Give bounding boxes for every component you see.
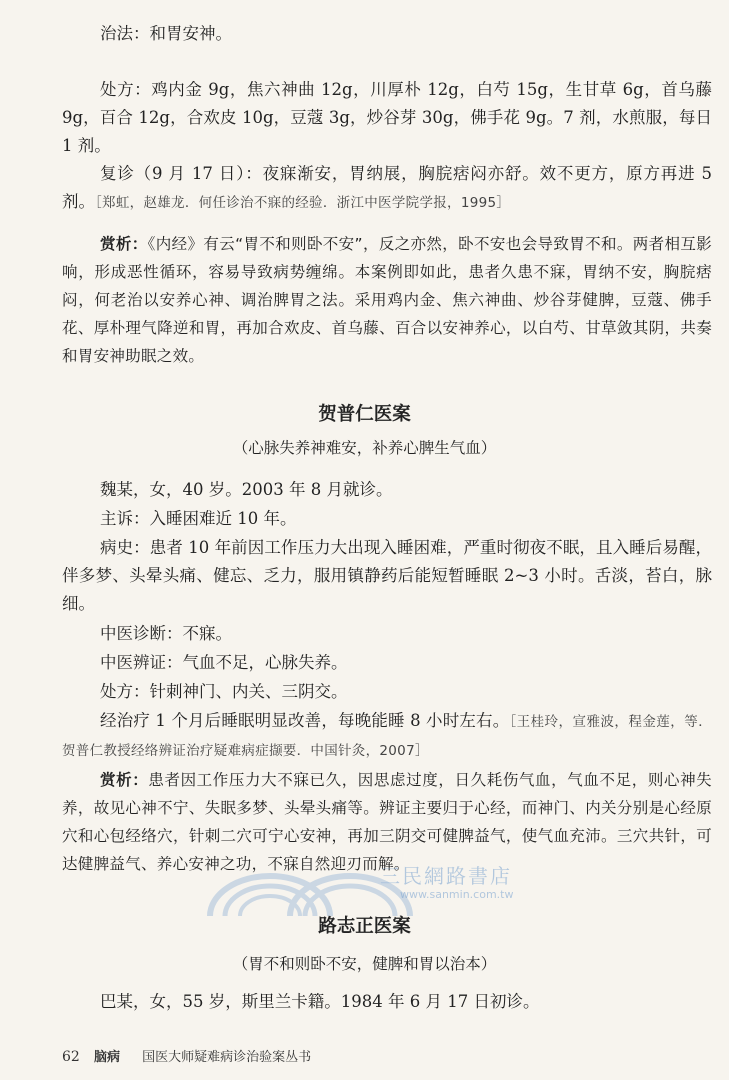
case-title-lu-zhizheng: 路志正医案 <box>318 916 411 937</box>
outcome-text: 经治疗 1 个月后睡眠明显改善，每晚能睡 8 小时左右。 <box>100 711 510 730</box>
page-footer <box>62 1046 311 1065</box>
prescription-paragraph: 处方：鸡内金 9g，焦六神曲 12g，川厚朴 12g，白芍 15g，生甘草 6g，首乌藤 9g，百合 12g，合欢皮 10g，豆蔻 3g，炒谷芽 30g，佛手花 9g。7 剂，水煎服，每日 1 剂。 <box>62 80 712 155</box>
tcm-differentiation: 中医辨证：气血不足，心脉失养。 <box>100 653 348 672</box>
watermark-url: www.sanmin.com.tw <box>400 888 514 901</box>
treatment-outcome <box>62 707 712 765</box>
medical-history: 病史：患者 10 年前因工作压力大出现入睡困难，严重时彻夜不眠，且入睡后易醒，伴多梦、头晕头痛、健忘、乏力，服用镇静药后能短暂睡眠 2~3 小时。舌淡，苔白，脉细。 <box>62 538 712 613</box>
commentary-text-2: 患者因工作压力大不寐已久，因思虑过度，日久耗伤气血，气血不足，则心神失养，故见心神不宁、失眠多梦、头晕头痛等。辨证主要归于心经，而神门、内关分别是心经原穴和心包经络穴，针刺二穴可宁心安神，再加三阴交可健脾益气，使气血充沛。三穴共针，可达健脾益气、养心安神之功，不寐自然迎刃而解。 <box>62 771 712 873</box>
page-number: 62 <box>62 1049 80 1065</box>
case-subtitle-he-puren: （心脉失养神难安，补养心脾生气血） <box>232 439 497 457</box>
tcm-diagnosis: 中医诊断：不寐。 <box>100 624 232 643</box>
followup-reference: ［郑虹，赵雄龙．何任诊治不寐的经验．浙江中医学院学报，1995］ <box>95 195 511 211</box>
patient-info: 魏某，女，40 岁。2003 年 8 月就诊。 <box>100 480 393 499</box>
watermark-text: 三民網路書店 <box>380 864 512 888</box>
acupuncture-prescription: 处方：针刺神门、内关、三阴交。 <box>100 682 348 701</box>
commentary-label-2: 赏析： <box>100 771 149 789</box>
patient-info-3: 巴某，女，55 岁，斯里兰卡籍。1984 年 6 月 17 日初诊。 <box>100 992 540 1011</box>
case-subtitle-lu-zhizheng: （胃不和则卧不安，健脾和胃以治本） <box>232 955 497 973</box>
commentary-label: 赏析： <box>100 235 148 253</box>
commentary-paragraph <box>62 230 712 370</box>
followup-paragraph <box>62 160 712 217</box>
followup-text: 复诊（9 月 17 日）：夜寐渐安，胃纳展，胸脘痞闷亦舒。效不更方，原方再进 5 剂。 <box>62 164 712 211</box>
commentary-text: 《内经》有云“胃不和则卧不安”，反之亦然，卧不安也会导致胃不和。两者相互影响，形成恶性循环，容易导致病势缠绵。本案例即如此，患者久患不寐，胃纳不安，胸脘痞闷，何老治以安养心神、调治脾胃之法。采用鸡内金、焦六神曲、炒谷芽健脾，豆蔻、佛手花、厚朴理气降逆和胃，再加合欢皮、首乌藤、百合以安神养心，以白芍、甘草敛其阴，共奏和胃安神助眠之效。 <box>62 235 712 365</box>
case-title-he-puren: 贺普仁医案 <box>318 404 411 425</box>
treatment-method: 治法：和胃安神。 <box>100 24 232 43</box>
section-name: 脑病 <box>93 1050 120 1065</box>
series-name: 国医大师疑难病诊治验案丛书 <box>142 1050 312 1065</box>
outcome-reference: ［王桂玲，宣雅波，程金莲，等．贺普仁教授经络辨证治疗疑难病症撷要．中国针灸，2007］ <box>62 714 712 759</box>
chief-complaint: 主诉：入睡困难近 10 年。 <box>100 509 297 528</box>
